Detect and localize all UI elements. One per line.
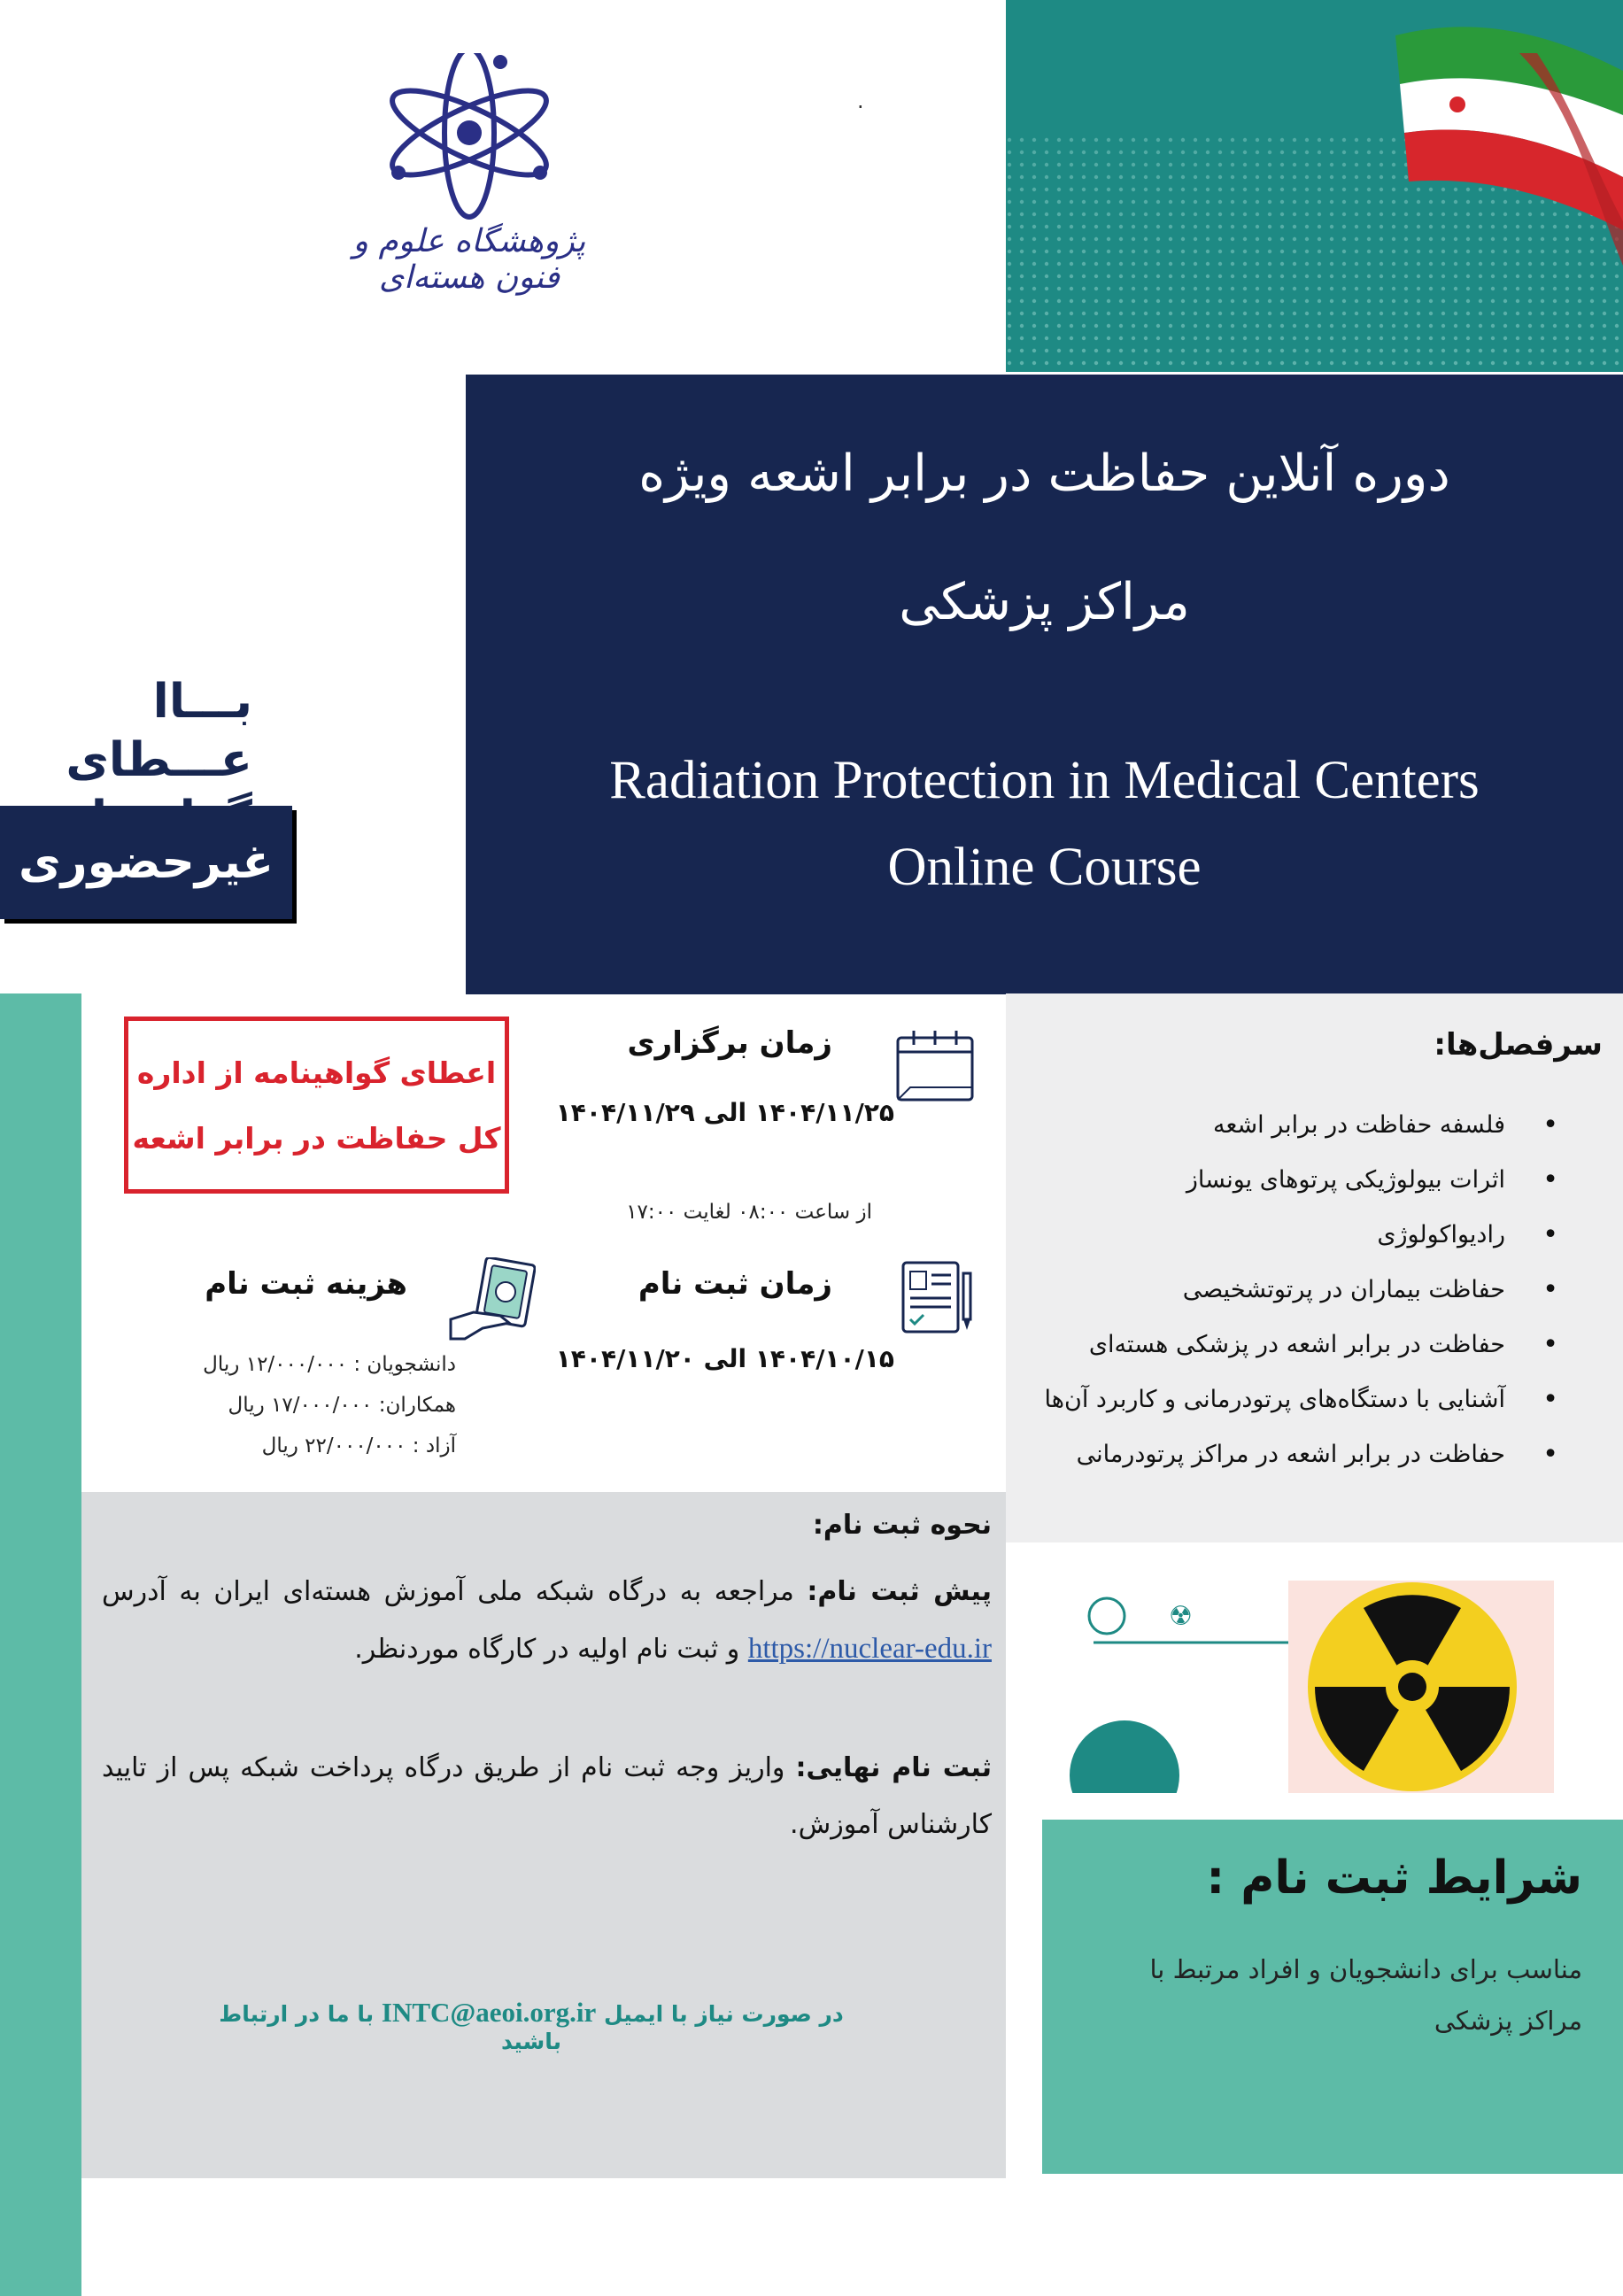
contact-email[interactable]: INTC@aeoi.org.ir (381, 1997, 597, 2028)
final-label: ثبت نام نهایی: (795, 1752, 992, 1783)
title-fa-line1: دوره آنلاین حفاظت در برابر اشعه ویژه (638, 445, 1450, 503)
fee-colleagues: همکاران: ۱۷/۰۰۰/۰۰۰ ریال (228, 1394, 456, 1417)
bullet: • (1542, 1164, 1558, 1195)
svg-text:☢: ☢ (1169, 1601, 1193, 1632)
bullet: • (1542, 1439, 1558, 1470)
conditions-heading: شرایط ثبت نام : (1206, 1851, 1582, 1905)
certificate-authority-box (124, 1017, 509, 1194)
topic-item (965, 1263, 1558, 1318)
topics-list (965, 1098, 1558, 1482)
registration-heading: زمان ثبت نام (638, 1266, 832, 1302)
stray-dot: . (857, 89, 864, 113)
bullet: • (1542, 1384, 1558, 1415)
topic-item (965, 1372, 1558, 1427)
title-fa-line2: مراکز پزشکی (899, 573, 1190, 631)
radiation-illustration (1058, 1581, 1554, 1793)
calendar-icon (893, 1029, 978, 1103)
bullet: • (1542, 1219, 1558, 1250)
topic-label: فلسفه حفاظت در برابر اشعه (1213, 1111, 1505, 1139)
topic-item (965, 1153, 1558, 1208)
cert-note-line1: اعطای گواهینامه از اداره (136, 1055, 497, 1090)
registration-link[interactable]: https://nuclear-edu.ir (747, 1633, 992, 1665)
contact-suffix: با ما در ارتباط باشید (219, 2001, 561, 2054)
bullet: • (1542, 1274, 1558, 1305)
left-accent-bar (0, 993, 81, 2296)
procedure-heading: نحوه ثبت نام: (812, 1510, 992, 1541)
fee-heading: هزینه ثبت نام (205, 1266, 407, 1302)
topic-item (965, 1427, 1558, 1482)
pre-text: مراجعه به درگاه شبکه ملی آموزش هسته‌ای ایران به آدرس (102, 1576, 794, 1607)
pre-registration-text (102, 1564, 992, 1678)
fee-public: آزاد : ۲۲/۰۰۰/۰۰۰ ریال (261, 1434, 456, 1457)
cert-line1: بـــاا عـــطای (66, 675, 252, 787)
title-english (466, 738, 1623, 911)
topic-item (965, 1098, 1558, 1153)
bullet: • (1542, 1109, 1558, 1140)
course-title-panel (466, 375, 1623, 994)
title-en-line1: Radiation Protection in Medical Centers (609, 751, 1480, 810)
header-banner (1006, 0, 1623, 372)
contact-prefix: در صورت نیاز با ایمیل (603, 2001, 844, 2027)
flag-ribbon-icon (1006, 0, 1623, 292)
title-en-line2: Online Course (887, 838, 1202, 897)
topic-label: اثرات بیولوژیکی پرتوهای یونساز (1186, 1166, 1505, 1194)
topic-item (965, 1208, 1558, 1263)
topic-item (965, 1318, 1558, 1372)
online-mode-badge: غیرحضوری (0, 806, 292, 919)
registration-conditions-box (1042, 1820, 1623, 2174)
topic-label: حفاظت در برابر اشعه در پزشکی هسته‌ای (1088, 1331, 1505, 1358)
registration-dates: ۱۴۰۴/۱۰/۱۵ الی ۱۴۰۴/۱۱/۲۰ (555, 1344, 894, 1373)
topic-label: حفاظت بیماران در پرتوتشخیصی (1182, 1276, 1505, 1303)
final-registration-text (102, 1740, 992, 1853)
fee-students: دانشجویان : ۱۲/۰۰۰/۰۰۰ ریال (203, 1353, 456, 1376)
topics-heading: سرفصل‌ها: (1434, 1027, 1603, 1063)
pre-label: پیش ثبت نام: (807, 1576, 992, 1607)
topic-label: آشنایی با دستگاه‌های پرتودرمانی و کاربرد آن‌ها (1044, 1386, 1505, 1413)
radiation-hazard-icon (1058, 1581, 1554, 1793)
final-text: واریز وجه ثبت نام از طریق درگاه پرداخت شبکه پس از تایید کارشناس آموزش. (102, 1752, 992, 1840)
schedule-hours: از ساعت ۰۸:۰۰ لغایت ۱۷:۰۰ (626, 1201, 872, 1224)
cert-note-line2: کل حفاظت در برابر اشعه (132, 1121, 501, 1156)
conditions-body: مناسب برای دانشجویان و افراد مرتبط با مراکز پزشکی (1149, 1954, 1582, 2036)
schedule-dates: ۱۴۰۴/۱۱/۲۵ الی ۱۴۰۴/۱۱/۲۹ (555, 1098, 894, 1127)
title-persian (466, 410, 1623, 667)
cash-payment-icon (447, 1257, 536, 1346)
contact-line (195, 1997, 868, 2054)
fee-list (142, 1344, 456, 1466)
topic-label: رادیواکولوژی (1377, 1221, 1505, 1248)
institute-name: پژوهشگاه علوم و فنون هسته‌ای (352, 223, 586, 296)
bullet: • (1542, 1329, 1558, 1360)
pre-text-2: و ثبت نام اولیه در کارگاه موردنظر. (354, 1634, 740, 1665)
topic-label: حفاظت در برابر اشعه در مراکز پرتودرمانی (1076, 1441, 1505, 1468)
schedule-heading: زمان برگزاری (627, 1025, 832, 1061)
atom-icon (319, 53, 620, 230)
